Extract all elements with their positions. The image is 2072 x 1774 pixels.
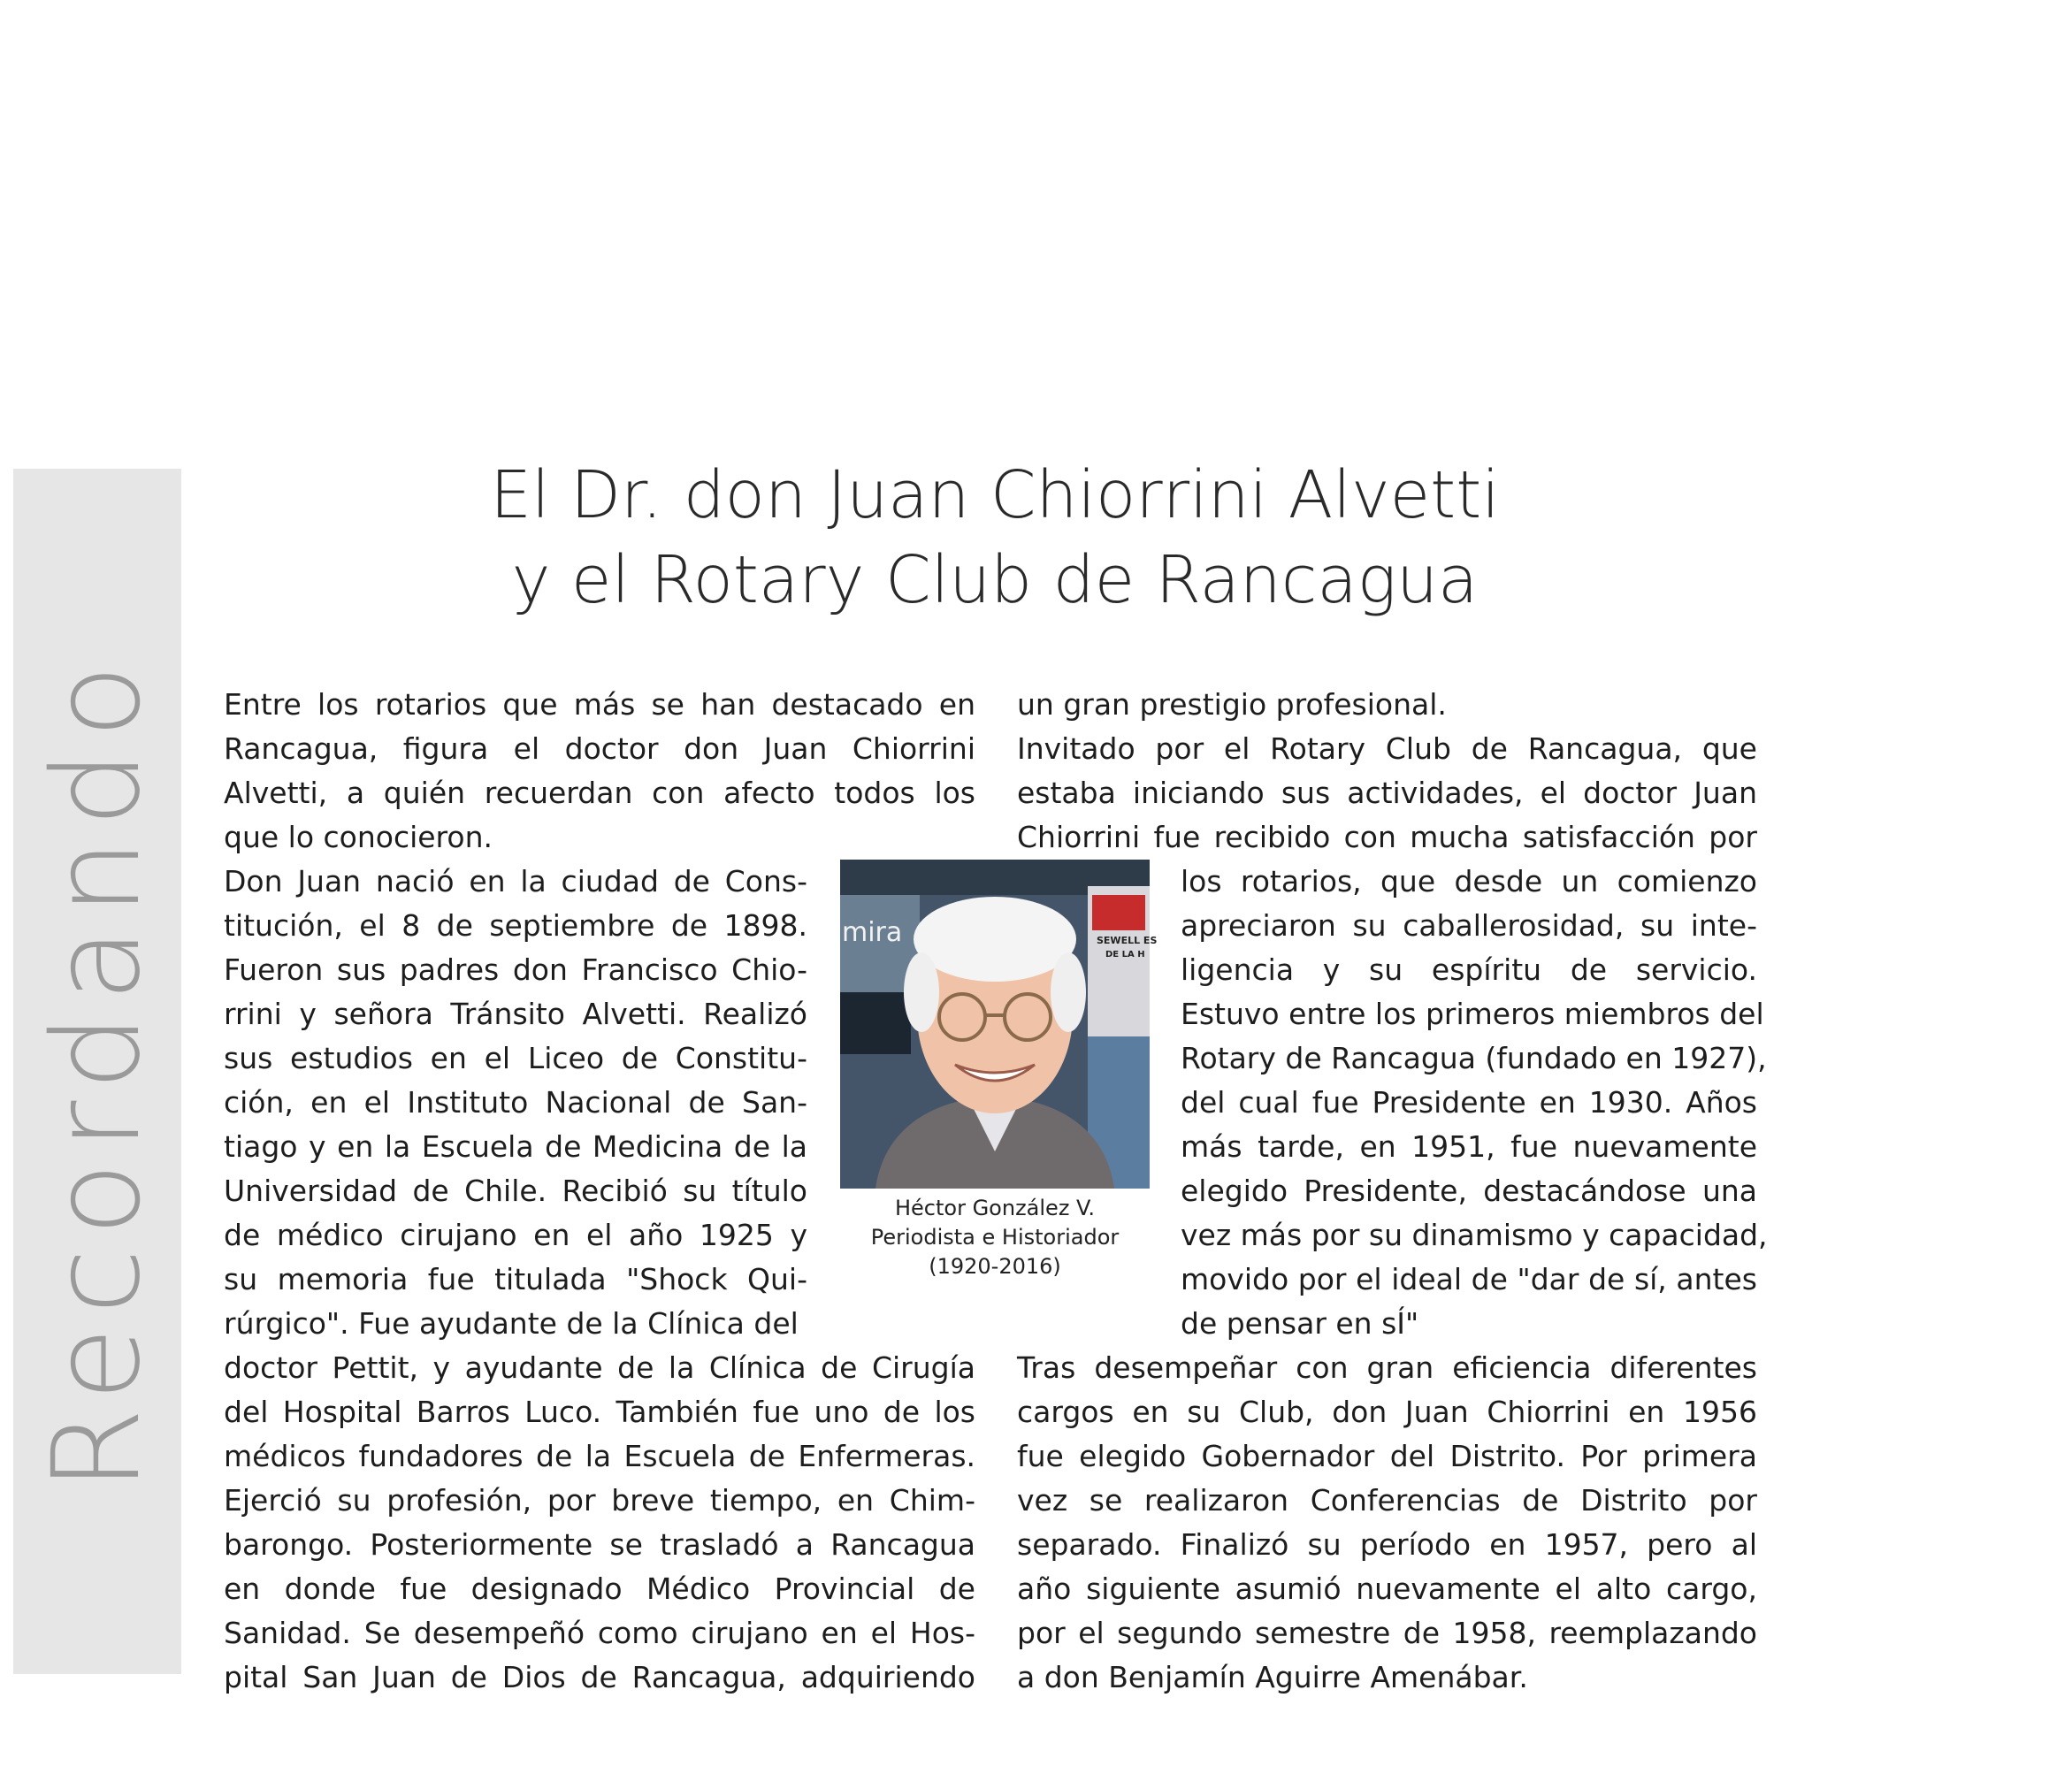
article-line: Ejerció su profesión, por breve tiempo, en Chim-	[224, 1483, 975, 1518]
article-line: sus estudios en el Liceo de Constitu-	[224, 1041, 807, 1075]
article-line: Sanidad. Se desempeñó como cirujano en el Hos-	[224, 1616, 975, 1650]
article-line: apreciaron su caballerosidad, su inte-	[1181, 908, 1757, 943]
caption-years: (1920-2016)	[929, 1254, 1061, 1279]
sign-text-right-2: DE LA H	[1105, 950, 1145, 960]
article-line: movido por el ideal de "dar de sí, antes	[1181, 1262, 1757, 1296]
article-line: en donde fue designado Médico Provincial de	[224, 1571, 975, 1606]
article-line: que lo conocieron.	[224, 820, 493, 854]
article-line: del Hospital Barros Luco. También fue uno de los	[224, 1395, 975, 1429]
article-line: Alvetti, a quién recuerdan con afecto todos los	[224, 776, 975, 810]
article-line: su memoria fue titulada "Shock Qui-	[224, 1262, 807, 1296]
article-line: más tarde, en 1951, fue nuevamente	[1181, 1129, 1757, 1164]
article-line: pital San Juan de Dios de Rancagua, adquiriendo	[224, 1660, 975, 1694]
article-line: Entre los rotarios que más se han destacado en	[224, 687, 975, 722]
article-line: Tras desempeñar con gran eficiencia diferentes	[1017, 1350, 1757, 1385]
author-photo	[840, 860, 1158, 1189]
article-title	[221, 453, 1769, 623]
article-line: a don Benjamín Aguirre Amenábar.	[1017, 1660, 1528, 1694]
article-line: tiago y en la Escuela de Medicina de la	[224, 1129, 807, 1164]
article-line: por el segundo semestre de 1958, reemplazando	[1017, 1616, 1757, 1650]
section-sidebar	[13, 469, 181, 1674]
sign-text-left: mira	[842, 917, 903, 948]
title-line-1: El Dr. don Juan Chiorrini Alvetti	[490, 457, 1500, 533]
article-line: Chiorrini fue recibido con mucha satisfacción por	[1017, 820, 1757, 854]
article-line: vez más por su dinamismo y capacidad,	[1181, 1218, 1768, 1252]
article-line: un gran prestigio profesional.	[1017, 687, 1447, 722]
caption-role: Periodista e Historiador	[870, 1225, 1120, 1250]
article-line: ción, en el Instituto Nacional de San-	[224, 1085, 807, 1120]
article-line: de pensar en sÍ"	[1181, 1306, 1419, 1341]
article-line: del cual fue Presidente en 1930. Años	[1181, 1085, 1757, 1120]
sign-text-right-1: SEWELL ES	[1097, 935, 1158, 946]
article-line: separado. Finalizó su período en 1957, pero al	[1017, 1527, 1757, 1562]
article-line: vez se realizaron Conferencias de Distrito por	[1017, 1483, 1757, 1518]
photo-caption	[840, 1194, 1150, 1281]
article-line: Estuvo entre los primeros miembros del	[1181, 997, 1764, 1031]
article-line: titución, el 8 de septiembre de 1898.	[224, 908, 807, 943]
article-line: barongo. Posteriormente se trasladó a Rancagua	[224, 1527, 975, 1562]
article-line: Don Juan nació en la ciudad de Cons-	[224, 864, 807, 898]
article-line: rúrgico". Fue ayudante de la Clínica del	[224, 1306, 799, 1341]
article-line: ligencia y su espíritu de servicio.	[1181, 952, 1757, 987]
article-line: médicos fundadores de la Escuela de Enfermeras.	[224, 1439, 975, 1473]
article-line: Fueron sus padres don Francisco Chio-	[224, 952, 807, 987]
section-label: Recordando	[27, 652, 167, 1491]
article-line: estaba iniciando sus actividades, el doctor Juan	[1017, 776, 1757, 810]
article-line: cargos en su Club, don Juan Chiorrini en 1956	[1017, 1395, 1757, 1429]
article-line: rrini y señora Tránsito Alvetti. Realizó	[224, 997, 807, 1031]
article-line: fue elegido Gobernador del Distrito. Por primera	[1017, 1439, 1757, 1473]
article-line: los rotarios, que desde un comienzo	[1181, 864, 1757, 898]
article-line: año siguiente asumió nuevamente el alto cargo,	[1017, 1571, 1757, 1606]
article-line: elegido Presidente, destacándose una	[1181, 1174, 1757, 1208]
article-line: Universidad de Chile. Recibió su título	[224, 1174, 807, 1208]
article-line: de médico cirujano en el año 1925 y	[224, 1218, 807, 1252]
article-line: Rancagua, figura el doctor don Juan Chiorrini	[224, 731, 975, 766]
article-line: doctor Pettit, y ayudante de la Clínica de Cirugía	[224, 1350, 975, 1385]
article-line: Invitado por el Rotary Club de Rancagua, que	[1017, 731, 1757, 766]
title-line-2: y el Rotary Club de Rancagua	[511, 542, 1479, 618]
caption-name: Héctor González V.	[894, 1196, 1095, 1220]
article-line: Rotary de Rancagua (fundado en 1927),	[1181, 1041, 1767, 1075]
